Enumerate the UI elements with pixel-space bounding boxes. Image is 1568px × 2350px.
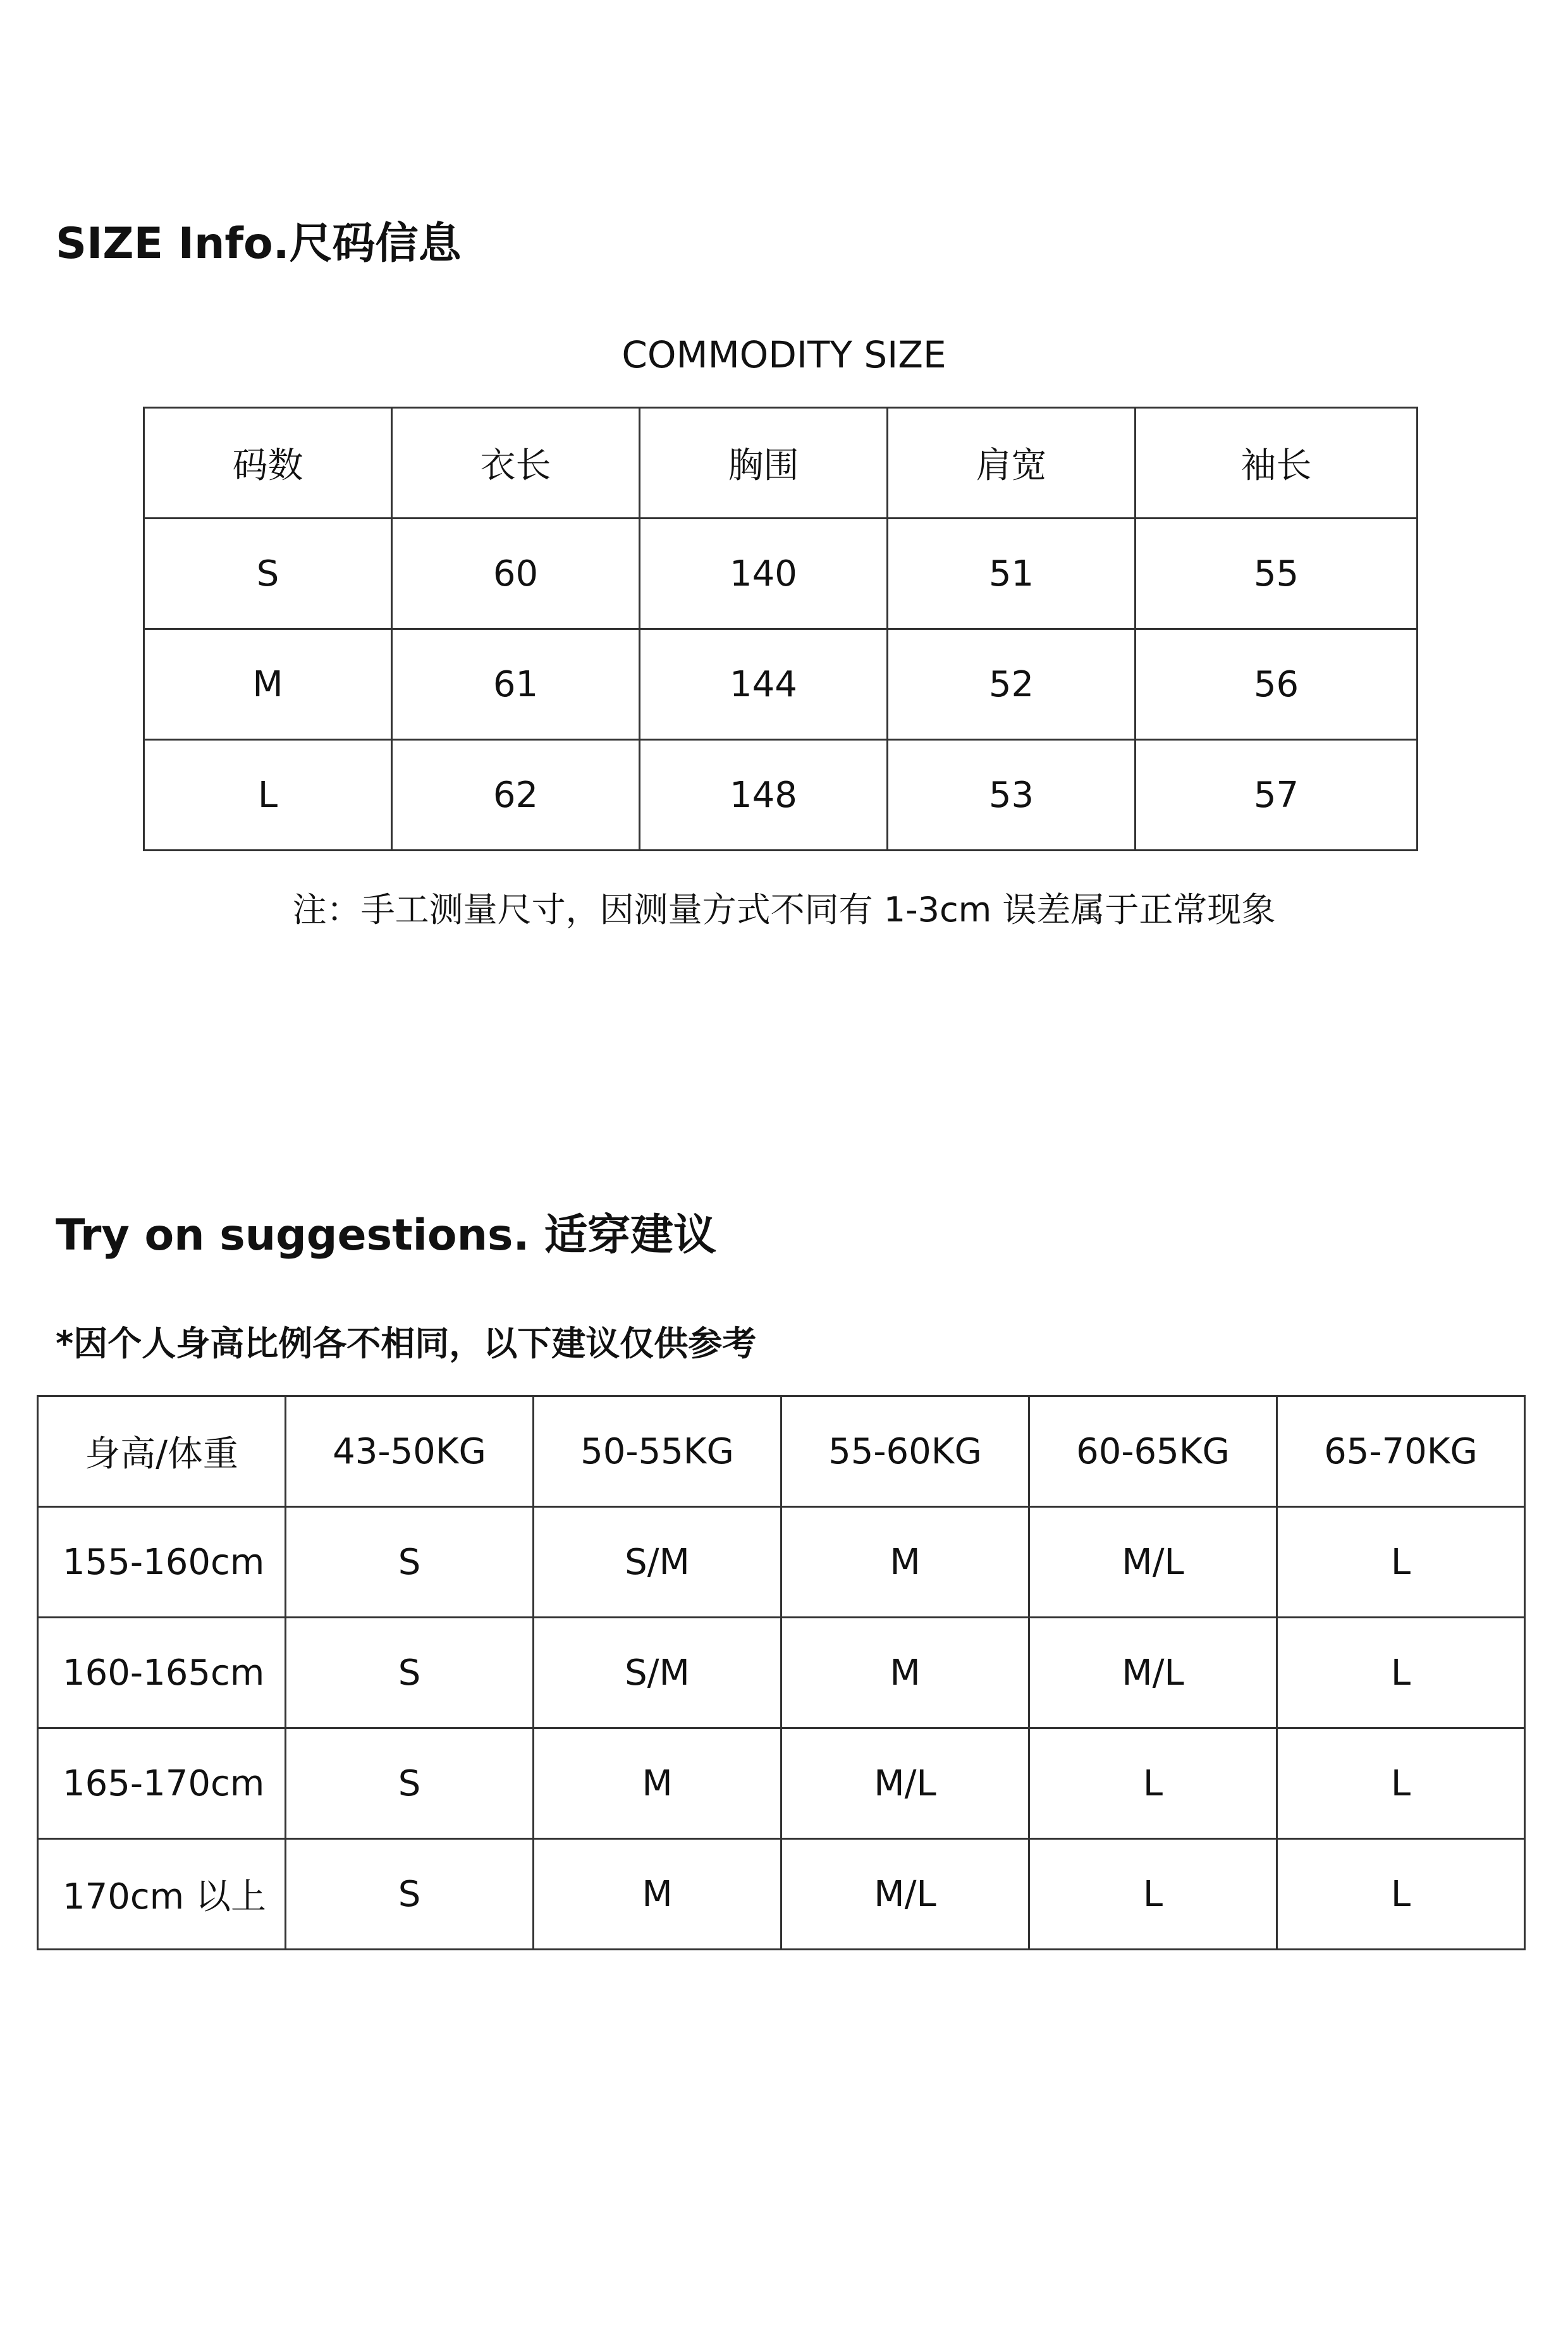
fit-cell: M [534,1728,781,1839]
try-on-header-cell: 43-50KG [286,1396,534,1507]
height-cell: 170cm 以上 [38,1839,286,1950]
fit-cell: M/L [781,1728,1029,1839]
fit-cell: M/L [781,1839,1029,1950]
table-row [144,740,1418,851]
try-on-header-cell: 身高/体重 [38,1396,286,1507]
size-cell: 56 [1136,629,1418,740]
fit-cell: M [781,1618,1029,1728]
height-cell: 155-160cm [38,1507,286,1618]
table-row [38,1507,1525,1618]
try-on-table [37,1395,1526,1950]
size-cell: 57 [1136,740,1418,851]
size-cell: 61 [392,629,640,740]
fit-cell: S [286,1507,534,1618]
table-row [38,1618,1525,1728]
size-info-heading: SIZE Info.尺码信息 [56,219,462,269]
size-cell: 144 [640,629,888,740]
try-on-header-row [38,1396,1525,1507]
size-cell: M [144,629,392,740]
measurement-note: 注：手工测量尺寸，因测量方式不同有 1-3cm 误差属于正常现象 [292,890,1276,930]
table-row [144,629,1418,740]
try-on-header-cell: 65-70KG [1277,1396,1525,1507]
fit-cell: L [1277,1618,1525,1728]
fit-cell: L [1029,1839,1277,1950]
size-cell: 140 [640,519,888,629]
table-row [38,1728,1525,1839]
fit-cell: L [1277,1507,1525,1618]
try-on-header-cell: 60-65KG [1029,1396,1277,1507]
height-cell: 165-170cm [38,1728,286,1839]
try-on-heading: Try on suggestions. 适穿建议 [56,1210,717,1260]
size-header-cell: 码数 [144,408,392,519]
fit-cell: S [286,1839,534,1950]
size-table-header-row [144,408,1418,519]
try-on-header-cell: 55-60KG [781,1396,1029,1507]
fit-cell: L [1029,1728,1277,1839]
fit-cell: S [286,1618,534,1728]
try-on-header-cell: 50-55KG [534,1396,781,1507]
size-header-cell: 肩宽 [888,408,1136,519]
fit-cell: L [1277,1728,1525,1839]
table-row [38,1839,1525,1950]
size-cell: 62 [392,740,640,851]
size-cell: 148 [640,740,888,851]
fit-cell: S/M [534,1618,781,1728]
size-table [143,407,1418,851]
size-header-cell: 袖长 [1136,408,1418,519]
size-cell: S [144,519,392,629]
fit-cell: L [1277,1839,1525,1950]
table-row [144,519,1418,629]
size-cell: L [144,740,392,851]
try-on-tip: *因个人身高比例各不相同，以下建议仅供参考 [56,1324,757,1363]
fit-cell: M [534,1839,781,1950]
size-cell: 55 [1136,519,1418,629]
fit-cell: S/M [534,1507,781,1618]
commodity-size-subtitle: COMMODITY SIZE [622,333,946,376]
height-cell: 160-165cm [38,1618,286,1728]
size-header-cell: 衣长 [392,408,640,519]
fit-cell: S [286,1728,534,1839]
fit-cell: M [781,1507,1029,1618]
size-cell: 51 [888,519,1136,629]
fit-cell: M/L [1029,1507,1277,1618]
size-cell: 52 [888,629,1136,740]
fit-cell: M/L [1029,1618,1277,1728]
size-cell: 60 [392,519,640,629]
size-cell: 53 [888,740,1136,851]
size-header-cell: 胸围 [640,408,888,519]
